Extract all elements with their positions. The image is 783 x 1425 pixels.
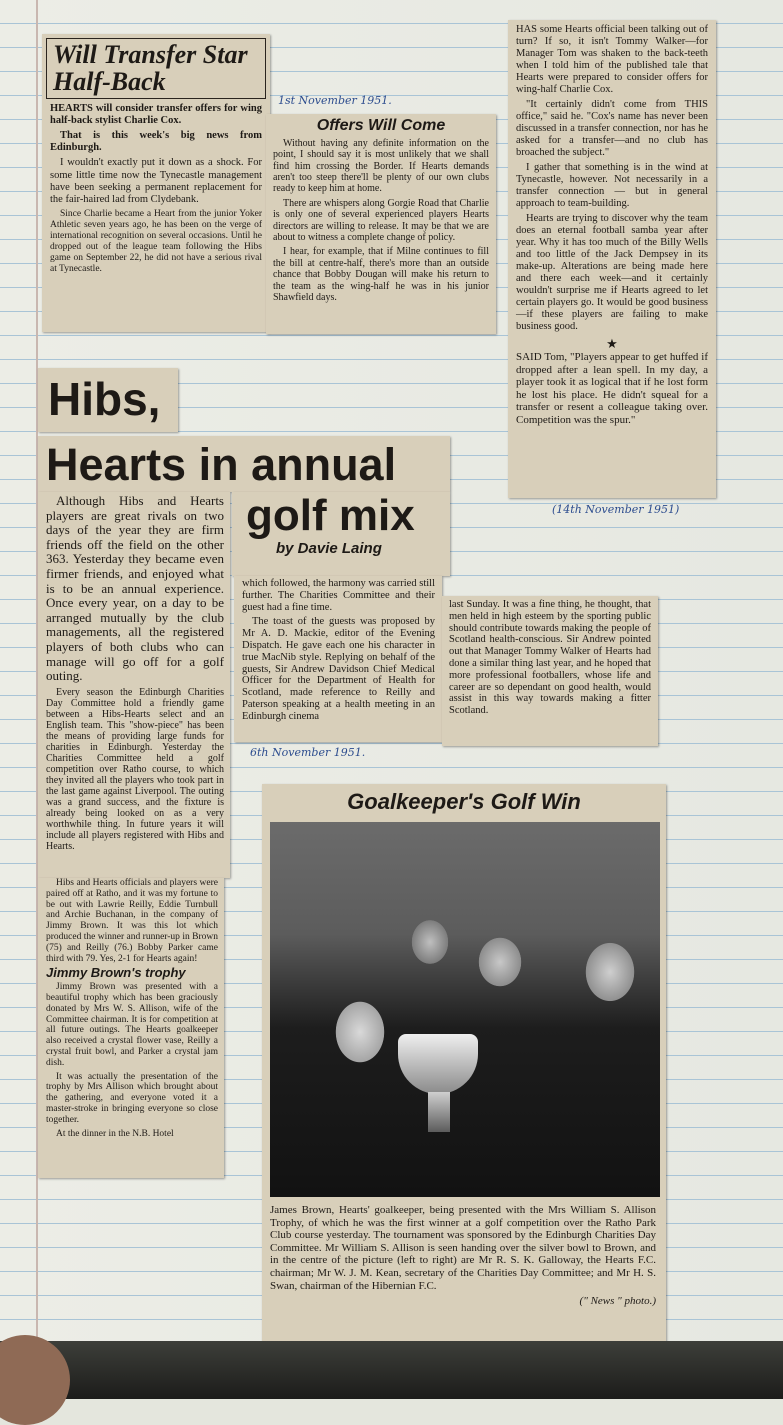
transfer-headline: Will Transfer Star Half-Back	[53, 40, 248, 97]
golf-col1-clipping	[38, 492, 230, 878]
hibs-headline-clipping	[38, 368, 178, 432]
trophy-paragraph: Jimmy Brown was presented with a beautiful trophy which has been graciously donated by Mrs W. S. Allison, wife of the Committee chairman. It is for competition at all future outings. The Hearts goalkeeper also received a crystal flower vase, Reilly a crystal fruit bowl, and Parker a crystal jam dish.	[46, 982, 218, 1068]
handwritten-date-2: (14th November 1951)	[552, 503, 680, 516]
offers-paragraph: There are whispers along Gorgie Road that Charlie is only one of several experienced players Hearts directors are willing to release. It may be that we are about to witness a complete change of policy.	[273, 197, 489, 244]
golf-headline-clipping	[38, 436, 450, 492]
trophy-cup	[398, 1034, 478, 1094]
official-paragraph: I gather that something is in the wind at Tynecastle, however. Not necessarily in a transfer connection — but in general approach to team-building.	[516, 162, 708, 209]
official-body	[508, 20, 716, 426]
transfer-paragraph: I wouldn't exactly put it down as a shock. For some little time now the Tynecastle management have been seeking a permanent replacement for the fair-haired lad from Clydebank.	[50, 157, 262, 206]
offers-clipping	[266, 114, 496, 334]
golf-mix-headline: golf mix	[246, 492, 415, 540]
trophy-paragraph: It was actually the presentation of the trophy by Mrs Allison which brought about the gathering, and everyone voted it a master-stroke in bringing everyone so close together.	[46, 1071, 218, 1125]
transfer-clipping	[42, 34, 270, 332]
golf-headline: Hearts in annual	[46, 439, 397, 490]
golf-col3-body	[442, 596, 658, 717]
star-separator: ★	[606, 336, 618, 351]
offers-headline: Offers Will Come	[316, 117, 446, 134]
official-clipping	[508, 20, 716, 498]
golf-col1-body	[38, 492, 230, 852]
transfer-lead-2: That is this week's big news from Edinburgh.	[50, 130, 262, 154]
offers-body	[266, 135, 496, 304]
golf-col2-clipping	[234, 576, 442, 742]
goalkeeper-caption-box	[270, 1204, 656, 1308]
handwritten-date-1: 1st November 1951.	[278, 94, 392, 107]
golf-col1b-body	[38, 878, 224, 1139]
trophy-stem	[428, 1092, 450, 1132]
presentation-photo	[270, 822, 660, 1197]
official-paragraph: "It certainly didn't come from THIS office," said he. "Cox's name has never been discussed in a transfer connection, nor has he asked for a transfer—and no club has broached the subject."	[516, 99, 708, 158]
desk-edge	[0, 1341, 783, 1399]
golf-paragraph: The toast of the guests was proposed by Mr A. D. Mackie, editor of the Evening Dispatch. He gave each one his character in true MacNib style. Replying on behalf of the guests, Sir Andrew Davidson Chief Medical Officer for the Department of Health for Scotland, made reference to Reilly and Paterson speaking at a health meeting in an Edinburgh cinema	[242, 616, 435, 722]
official-paragraph: HAS some Hearts official been talking out of turn? If so, it isn't Tommy Walker—for Manager Tom was shaken to the back-teeth when I told him of the published tale that Hearts were prepared to consider offers for wing-half Charlie Cox.	[516, 24, 708, 95]
golf-col3-clipping	[442, 596, 658, 746]
transfer-body	[42, 99, 270, 276]
trophy-subhead: Jimmy Brown's trophy	[46, 965, 186, 981]
trophy-paragraph: At the dinner in the N.B. Hotel	[56, 1128, 174, 1139]
official-paragraph: SAID Tom, "Players appear to get huffed if dropped after a lean spell. In my day, a player took it as logical that if he lost form he lost his place. He didn't squeal for a transfer or resent a colleague taking over. Competition was the spur."	[516, 351, 708, 426]
offers-paragraph: I hear, for example, that if Milne continues to fill the bill at centre-half, there's more than an outside chance that Bobby Dougan will make his return to the team as the wing-half he was in his junior Shawfield days.	[273, 246, 489, 304]
photo-credit: (" News " photo.)	[579, 1295, 656, 1308]
golf-paragraph: Every season the Edinburgh Charities Day Committee hold a friendly game between a Hibs-Hearts select and an English team. This "show-piece" has been the means of providing large funds for charities in Edinburgh. Yesterday the Charities Committee held a golf competition over Ratho course, to which they invited all the players who took part in the last game against Liverpool. The outing was a grand success, and the fixture is already being looked on as a very worthwhile thing. In future years it will include all players registered with Hibs and Hearts.	[46, 686, 224, 852]
goalkeeper-caption: James Brown, Hearts' goalkeeper, being presented with the Mrs William S. Allison Trophy, of which he was the first winner at a golf competition over the Ratho Park Club course yesterday. The tournament was sponsored by the Edinburgh Charities Day Committee. Mr William S. Allison is seen handing over the silver bowl to Brown, and in the centre of the picture (left to right) are Mr R. S. K. Galloway, the Hearts F.C. chairman; Mr W. J. M. Kean, secretary of the Charities Day Committee; and Mr H. S. Swan, chairman of the Hibernian F.C.	[270, 1204, 656, 1292]
golf-paragraph: Hibs and Hearts officials and players were paired off at Ratho, and it was my fortune to be out with Lawrie Reilly, Eddie Turnbull and Archie Buchanan, in the company of Jimmy Brown. It was this lot which produced the winner and runner-up in Brown (75) and Reilly (76.) Bobby Parker came third with 79. Yes, 2-1 for Hearts again!	[46, 878, 218, 964]
official-paragraph: Hearts are trying to discover why the team does an eternal football samba year after year. Why it has too much of the Billy Wells and too little of the Jack Dempsey in its make-up. Alterations are being made here and there each week—and it certainly wouldn't surprise me if Hearts agreed to let certain players go. It would be good business—if these players are failing to make business good.	[516, 213, 708, 332]
goalkeeper-headline: Goalkeeper's Golf Win	[347, 789, 581, 814]
transfer-lead: HEARTS will consider transfer offers for wing half-back stylist Charlie Cox.	[50, 102, 262, 126]
hibs-headline: Hibs,	[48, 373, 161, 425]
golf-col1b-clipping	[38, 878, 224, 1178]
golf-title-clipping	[232, 492, 450, 576]
transfer-headline-box	[46, 38, 266, 99]
golf-col2-body	[234, 576, 442, 723]
byline: by Davie Laing	[276, 540, 382, 557]
transfer-paragraph: Since Charlie became a Heart from the junior Yoker Athletic seven years ago, he has been on the verge of international recognition on several occasions. Until he dropped out of the league team following the Hibs game on September 22, he did not have a serious rival at Tynecastle.	[50, 209, 262, 275]
golf-paragraph: last Sunday. It was a fine thing, he thought, that men held in high esteem by the sporting public should contribute towards making the people of Scotland health-conscious. Sir Andrew pointed out that Manager Tommy Walker of Hearts had done a similar thing last year, and he hoped that more professional footballers, whose life and career are so dependant on good health, would assist in this way towards making a fitter Scotland.	[449, 599, 651, 717]
handwritten-date-3: 6th November 1951.	[250, 746, 366, 759]
golf-paragraph-lead: Although Hibs and Hearts players are great rivals on two days of the year they are firm friends off the field on the other 363. Yesterday they became even firmer friends, and enjoyed what is to be an annual experience. Once every year, on a day to be arranged mutually by the club managements, all the registered players of both clubs who can manage will go off for a golf outing.	[46, 493, 224, 684]
golf-paragraph: which followed, the harmony was carried still further. The Charities Committee and their guest had a fine time.	[242, 578, 435, 613]
offers-paragraph: Without having any definite information on the point, I should say it is most unlikely that we shall find him crossing the Border. If Hearts demands aren't too steep there'll be plenty of our own clubs ready to keep him at home.	[273, 137, 489, 195]
